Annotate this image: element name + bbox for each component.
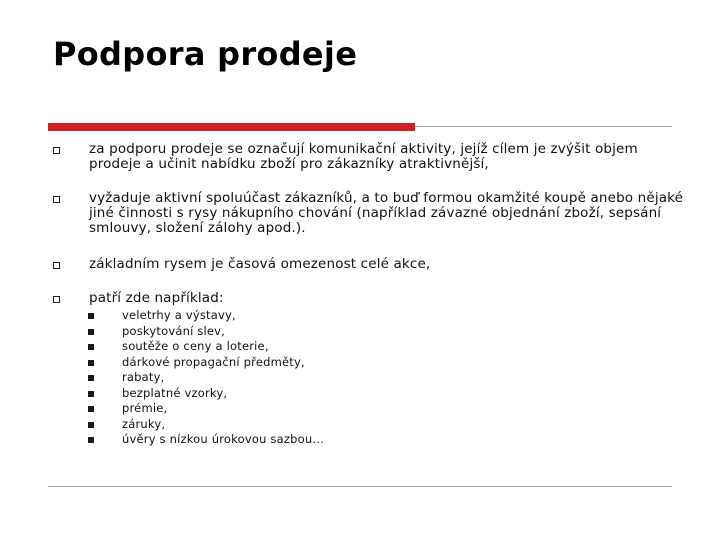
square-bullet-icon	[53, 262, 60, 269]
list-item-text: úvěry s nízkou úrokovou sazbou…	[122, 432, 325, 446]
list-item-text: veletrhy a výstavy,	[122, 308, 236, 322]
filled-square-bullet-icon	[88, 313, 94, 319]
list-item	[88, 370, 488, 386]
bullet-text: patří zde například:	[89, 290, 224, 306]
list-item	[88, 432, 488, 448]
filled-square-bullet-icon	[88, 391, 94, 397]
list-item-text: prémie,	[122, 401, 168, 415]
list-item-text: rabaty,	[122, 370, 165, 384]
list-item-text: poskytování slev,	[122, 323, 226, 338]
list-item	[88, 355, 488, 371]
filled-square-bullet-icon	[88, 344, 94, 350]
list-item-text: dárkové propagační předměty,	[122, 354, 305, 369]
list-item-text: soutěže o ceny a loterie,	[122, 339, 269, 353]
accent-bar	[48, 123, 415, 131]
bullet-text: základním rysem je časová omezenost celé akce,	[89, 256, 431, 272]
square-bullet-icon	[53, 296, 60, 303]
page-title: Podpora prodeje	[53, 35, 358, 73]
list-item	[88, 308, 488, 324]
list-item	[88, 401, 488, 417]
list-item-text: bezplatné vzorky,	[122, 385, 228, 400]
bottom-divider	[48, 486, 672, 487]
bullet-text: vyžaduje aktivní spoluúčast zákazníků, a to buď formou okamžité koupě anebo nějaké jiné činnosti s rysy nákupního chování (například závazné objednání zboží, sepsání smlouvy, složení zálohy apod.).	[89, 190, 684, 236]
filled-square-bullet-icon	[88, 406, 94, 412]
filled-square-bullet-icon	[88, 422, 94, 428]
list-item	[88, 417, 488, 433]
filled-square-bullet-icon	[88, 360, 94, 366]
sub-list	[88, 308, 488, 448]
list-item	[88, 324, 488, 340]
filled-square-bullet-icon	[88, 329, 94, 335]
list-item	[88, 386, 488, 402]
filled-square-bullet-icon	[88, 437, 94, 443]
square-bullet-icon	[53, 196, 60, 203]
bullet-text: za podporu prodeje se označují komunikační aktivity, jejíž cílem je zvýšit objem prodeje a učinit nabídku zboží pro zákazníky atraktivnější,	[89, 141, 638, 172]
list-item	[88, 339, 488, 355]
list-item-text: záruky,	[122, 416, 166, 431]
square-bullet-icon	[53, 147, 60, 154]
filled-square-bullet-icon	[88, 375, 94, 381]
